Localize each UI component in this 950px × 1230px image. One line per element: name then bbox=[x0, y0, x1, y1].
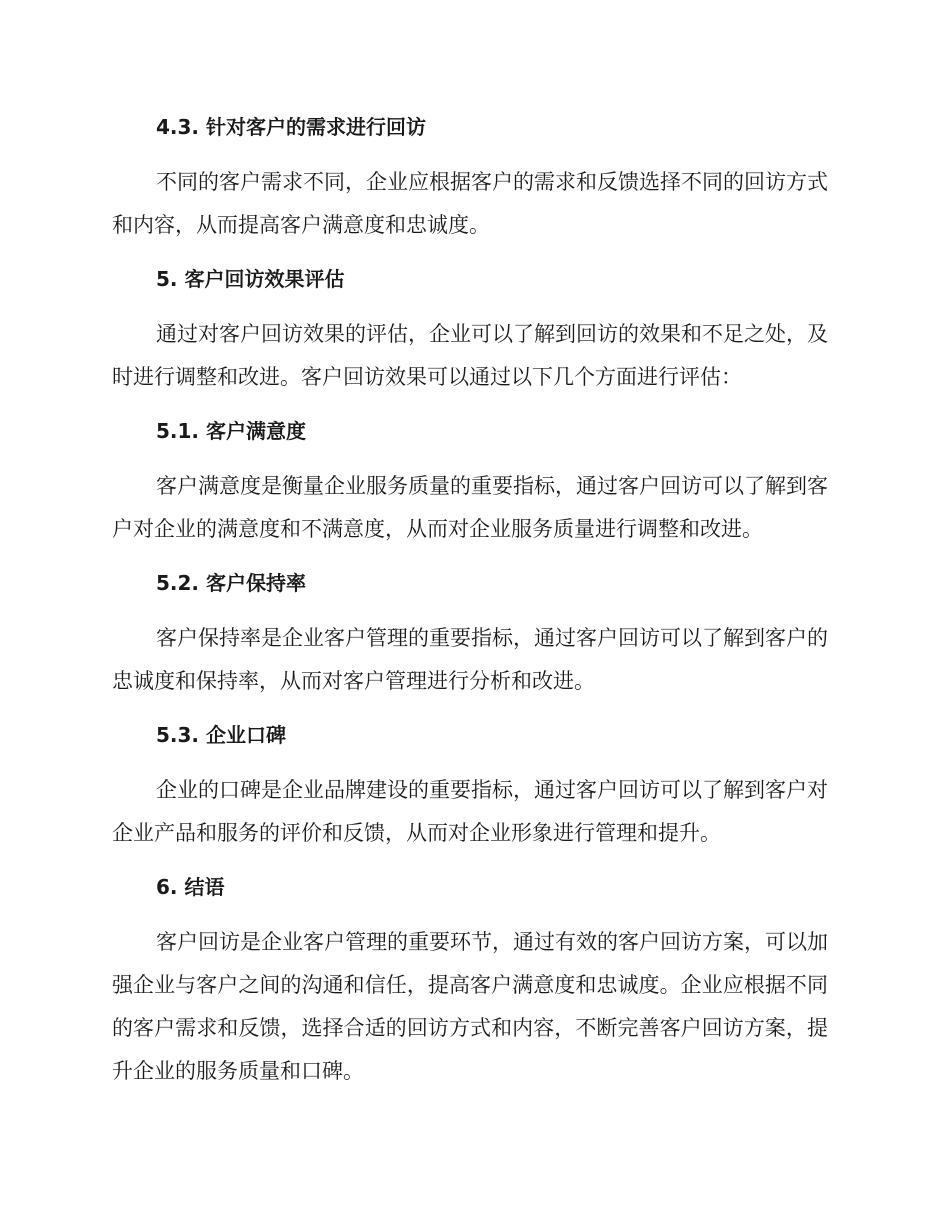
section-paragraph-5: 通过对客户回访效果的评估，企业可以了解到回访的效果和不足之处，及时进行调整和改进。客户回访效果可以通过以下几个方面进行评估： bbox=[112, 322, 828, 389]
section-paragraph-5-1: 客户满意度是衡量企业服务质量的重要指标，通过客户回访可以了解到客户对企业的满意度和不满意度，从而对企业服务质量进行调整和改进。 bbox=[112, 474, 828, 541]
section-paragraph-5-2: 客户保持率是企业客户管理的重要指标，通过客户回访可以了解到客户的忠诚度和保持率，从而对客户管理进行分析和改进。 bbox=[112, 626, 828, 693]
section-heading-4-3: 4.3. 针对客户的需求进行回访 bbox=[156, 115, 426, 139]
section-heading-5-3: 5.3. 企业口碑 bbox=[156, 723, 286, 747]
section-heading-5-2: 5.2. 客户保持率 bbox=[156, 571, 306, 595]
section-heading-6: 6. 结语 bbox=[156, 875, 225, 899]
section-heading-5: 5. 客户回访效果评估 bbox=[156, 267, 345, 291]
section-paragraph-6: 客户回访是企业客户管理的重要环节，通过有效的客户回访方案，可以加强企业与客户之间的沟通和信任，提高客户满意度和忠诚度。企业应根据不同的客户需求和反馈，选择合适的回访方式和内容，不断完善客户回访方案，提升企业的服务质量和口碑。 bbox=[112, 930, 828, 1083]
section-paragraph-4-3: 不同的客户需求不同，企业应根据客户的需求和反馈选择不同的回访方式和内容，从而提高客户满意度和忠诚度。 bbox=[112, 170, 828, 237]
section-heading-5-1: 5.1. 客户满意度 bbox=[156, 419, 306, 443]
section-paragraph-5-3: 企业的口碑是企业品牌建设的重要指标，通过客户回访可以了解到客户对企业产品和服务的评价和反馈，从而对企业形象进行管理和提升。 bbox=[112, 778, 828, 845]
